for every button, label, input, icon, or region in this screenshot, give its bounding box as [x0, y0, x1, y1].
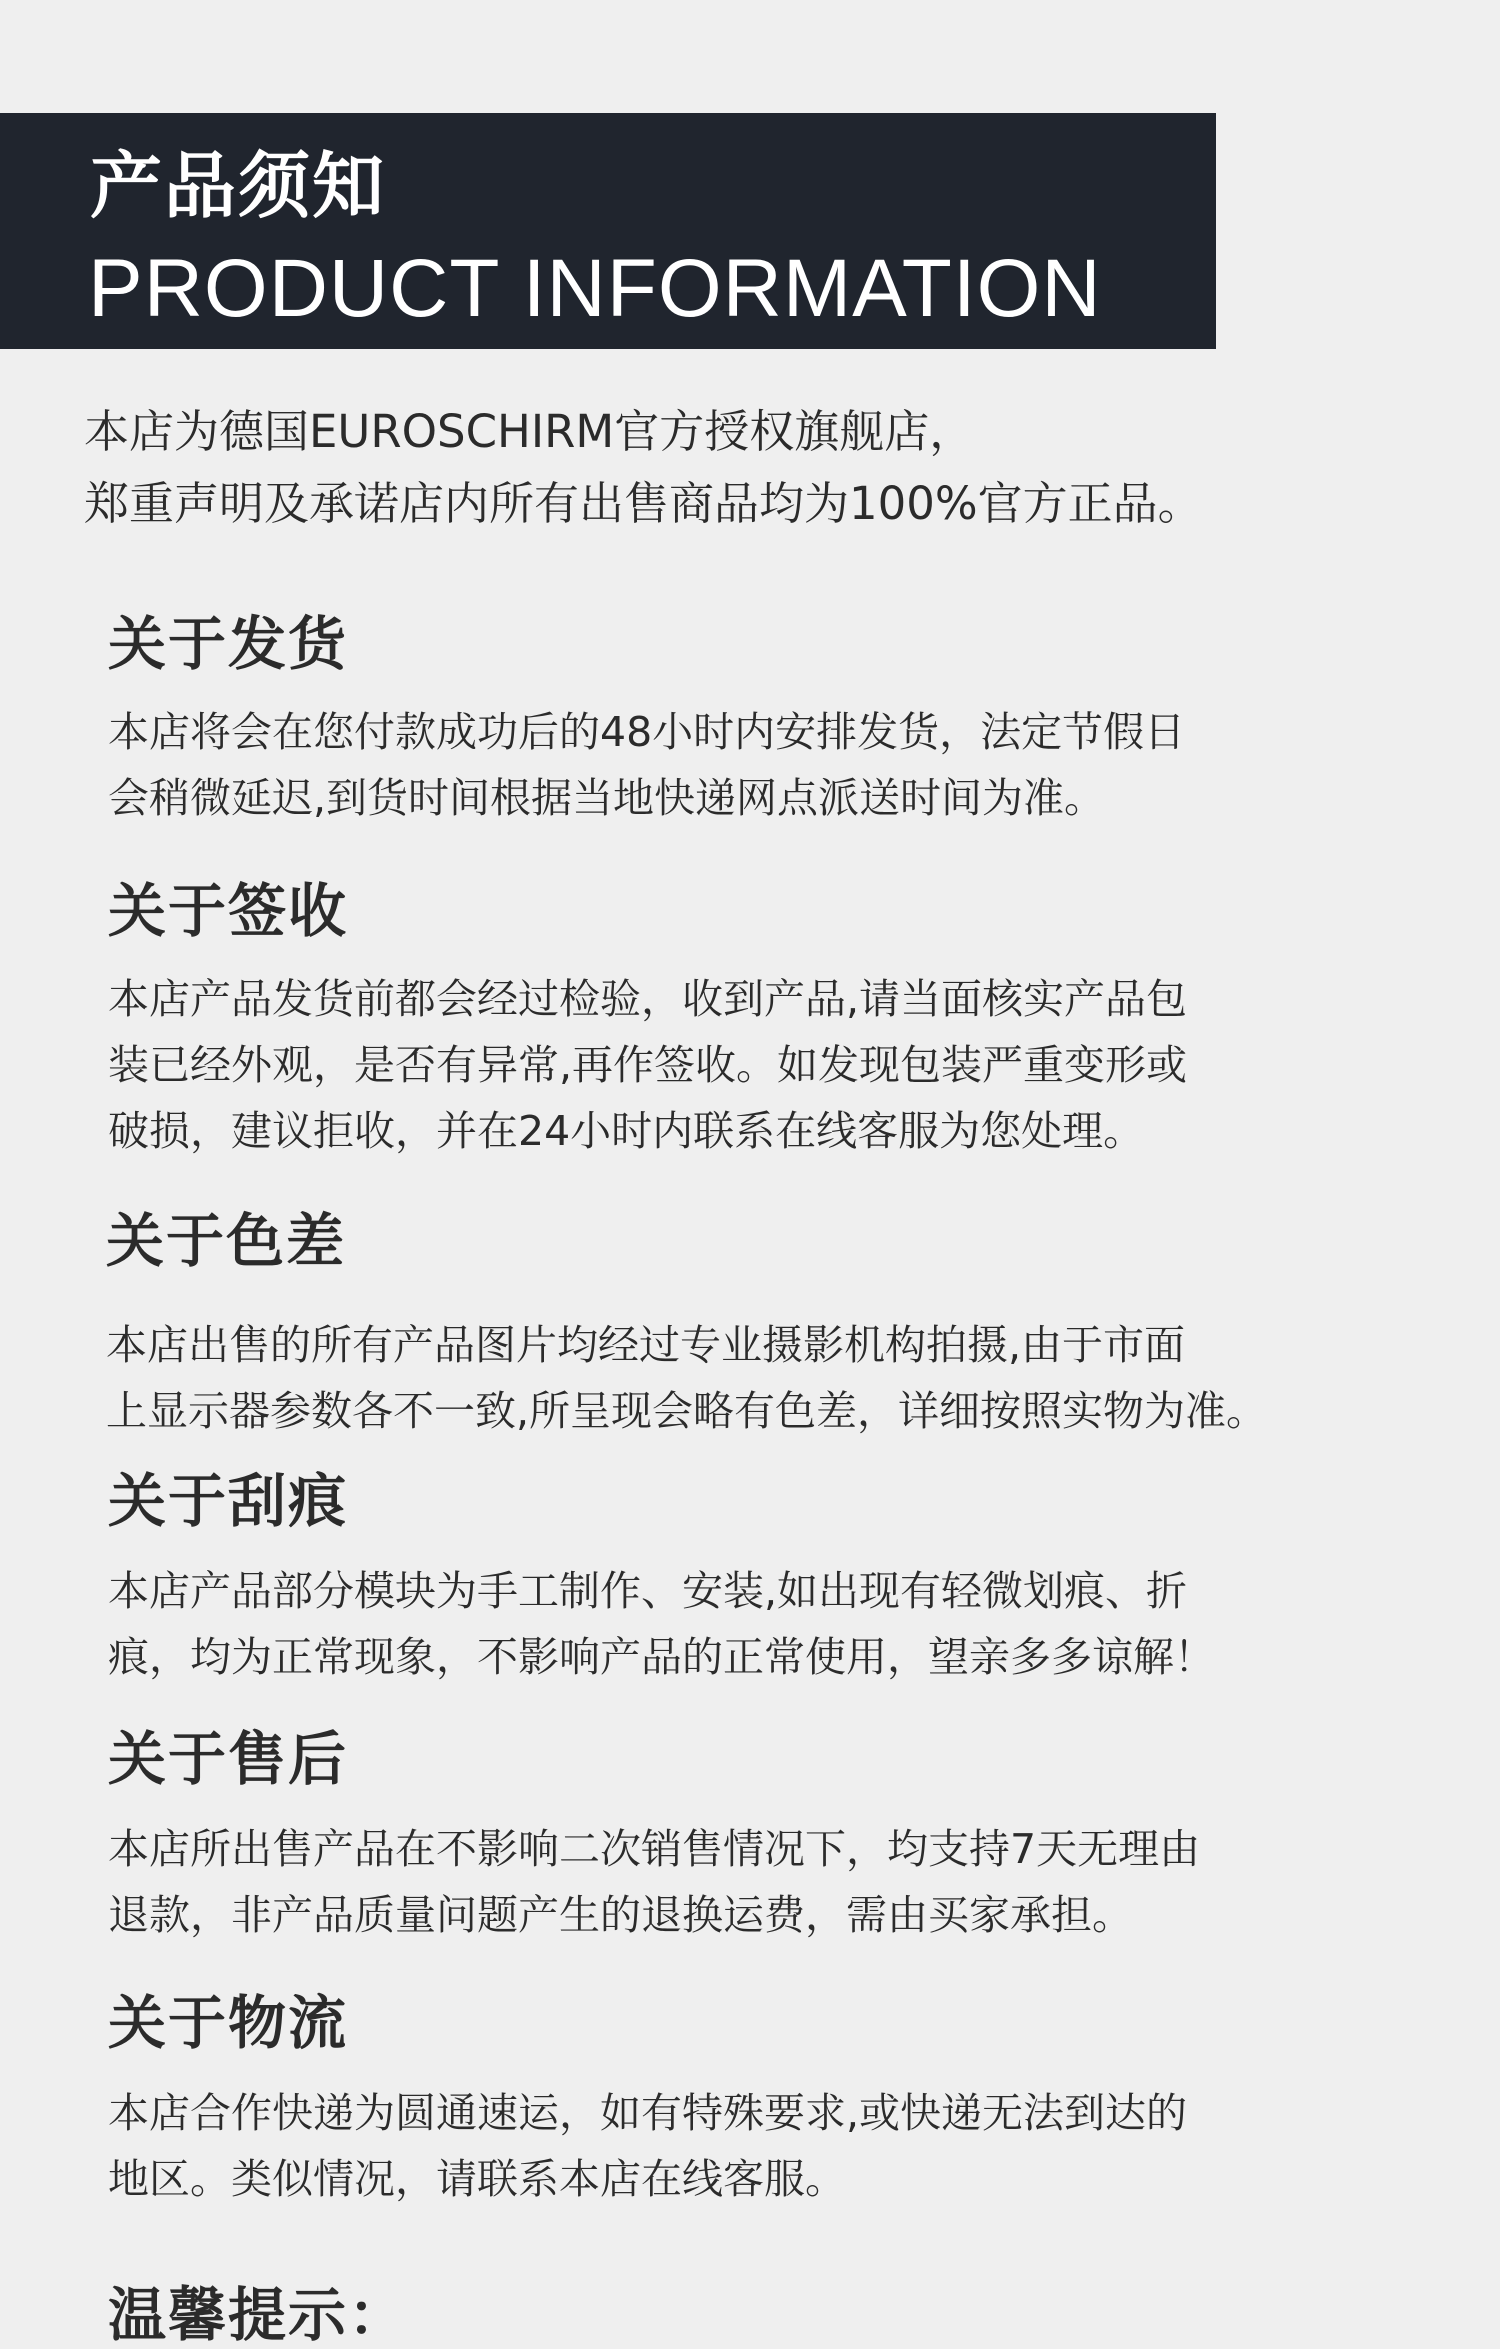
section-line: 装已经外观，是否有异常,再作签收。如发现包装严重变形或 — [108, 1041, 1188, 1089]
section-line: 本店所出售产品在不影响二次销售情况下，均支持7天无理由 — [108, 1825, 1201, 1873]
section-line: 本店合作快递为圆通速运，如有特殊要求,或快递无法到达的 — [108, 2089, 1188, 2137]
section-logistics — [108, 1989, 1398, 2212]
section-title: 关于签收 — [108, 877, 349, 945]
section-title: 关于售后 — [108, 1725, 349, 1793]
section-line: 痕，均为正常现象，不影响产品的正常使用，望亲多多谅解！ — [108, 1633, 1215, 1681]
section-shipping — [108, 610, 1398, 831]
section-title: 关于物流 — [108, 1989, 349, 2057]
section-color-difference — [106, 1207, 1396, 1444]
section-body — [108, 699, 1398, 831]
section-body — [108, 966, 1398, 1164]
header-title-en: PRODUCT INFORMATION — [88, 243, 1102, 334]
section-receipt — [108, 877, 1398, 1164]
section-line: 退款，非产品质量问题产生的退换运费，需由买家承担。 — [108, 1891, 1133, 1939]
section-line: 上显示器参数各不一致,所呈现会略有色差，详细按照实物为准。 — [106, 1387, 1268, 1435]
section-body — [108, 2080, 1398, 2212]
section-line: 本店产品发货前都会经过检验，收到产品,请当面核实产品包 — [108, 975, 1188, 1023]
header-title-cn: 产品须知 — [90, 144, 387, 228]
section-line: 本店将会在您付款成功后的48小时内安排发货，法定节假日 — [108, 708, 1186, 756]
section-line: 会稍微延迟,到货时间根据当地快递网点派送时间为准。 — [108, 774, 1106, 822]
intro-statement — [84, 396, 1464, 540]
section-line: 破损，建议拒收，并在24小时内联系在线客服为您处理。 — [108, 1107, 1145, 1155]
warm-tip-heading: 温馨提示： — [108, 2281, 409, 2349]
section-title: 关于色差 — [106, 1207, 347, 1275]
section-after-sales — [108, 1725, 1398, 1948]
section-line: 地区。类似情况，请联系本店在线客服。 — [108, 2155, 846, 2203]
section-title: 关于刮痕 — [108, 1467, 349, 1535]
section-line: 本店产品部分模块为手工制作、安装,如出现有轻微划痕、折 — [108, 1567, 1188, 1615]
section-body — [106, 1312, 1396, 1444]
intro-line: 本店为德国EUROSCHIRM官方授权旗舰店， — [84, 405, 975, 458]
section-body — [108, 1558, 1398, 1690]
section-line: 本店出售的所有产品图片均经过专业摄影机构拍摄,由于市面 — [106, 1321, 1186, 1369]
section-title: 关于发货 — [108, 610, 349, 678]
intro-line: 郑重声明及承诺店内所有出售商品均为100%官方正品。 — [84, 477, 1203, 530]
section-scratches — [108, 1467, 1398, 1690]
section-body — [108, 1816, 1398, 1948]
